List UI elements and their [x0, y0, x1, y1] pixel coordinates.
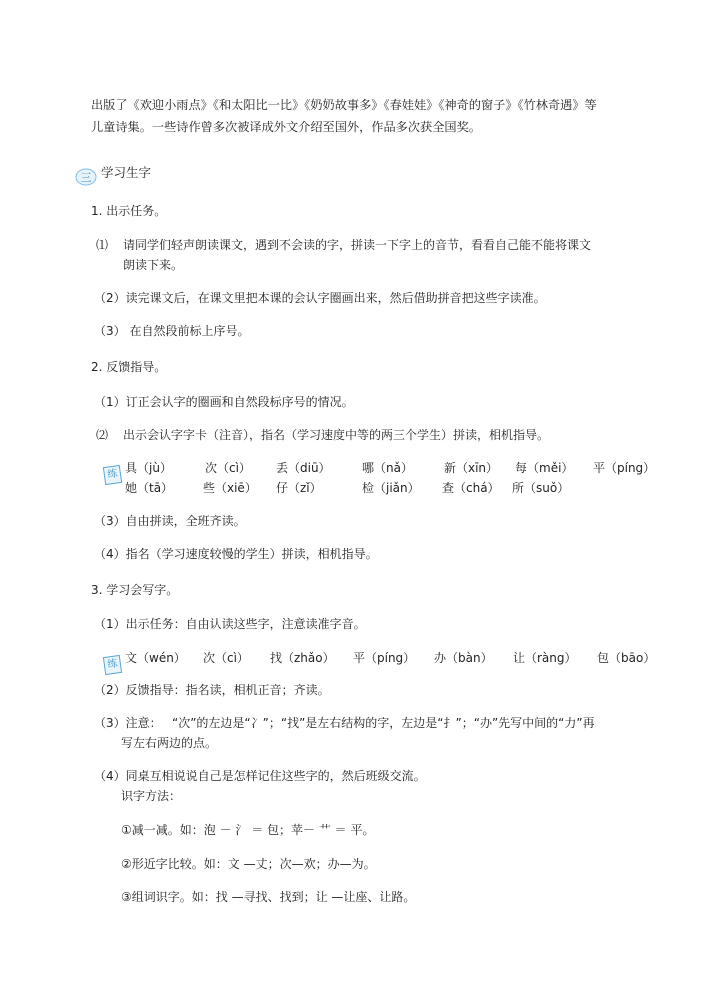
- pinyin-item: 每（měi）: [515, 461, 574, 475]
- step2-item3: （3）自由拼读，全班齐读。: [94, 514, 246, 528]
- pinyin-item: 让（ràng）: [513, 651, 577, 665]
- step1-item1-line1: 请同学们轻声朗读课文，遇到不会读的字，拼读一下字上的音节，看看自己能不能将课文: [123, 238, 592, 252]
- step2-item4: （4）指名（学习速度较慢的学生）拼读，相机指导。: [94, 547, 378, 561]
- pinyin-item: 仔（zǐ）: [276, 481, 322, 495]
- pinyin-item: 文（wén）: [125, 651, 186, 665]
- practice-badge-icon: 练: [103, 655, 122, 675]
- method-1: ①减一减。如：泡 － 氵 ＝ 包；苹－ 艹 ＝ 平。: [121, 823, 375, 837]
- step3-title: 3. 学习会写字。: [91, 583, 179, 597]
- method-3: ③组词识字。如：找 —寻找、找到；让 —让座、让路。: [121, 890, 416, 904]
- section-number: 三: [80, 171, 92, 184]
- method-2: ②形近字比较。如：文 —丈；次—欢；办—为。: [121, 857, 376, 871]
- pinyin-item: 检（jiǎn）: [362, 481, 420, 495]
- pinyin-item: 丢（diū）: [276, 461, 331, 475]
- pinyin-item: 次（cì）: [205, 461, 251, 475]
- step1-item1-line2: 朗读下来。: [123, 258, 184, 272]
- step3-item3-line1: “次”的左边是“冫”；“找”是左右结构的字，左边是“扌”；“办”先写中间的“力”再: [172, 716, 595, 730]
- step1-title: 1. 出示任务。: [91, 204, 167, 218]
- section-number-icon: [75, 168, 97, 186]
- pinyin-item: 些（xiē）: [203, 481, 257, 495]
- step2-item2-marker: ⑵: [96, 428, 109, 442]
- pinyin-item: 办（bàn）: [434, 651, 493, 665]
- step3-item3-label: （3）注意：: [94, 716, 162, 730]
- step1-item1-marker: ⑴: [96, 238, 109, 252]
- step2-item2-text: 出示会认字字卡（注音），指名（学习速度中等的两三个学生）拼读，相机指导。: [123, 428, 550, 442]
- pinyin-item: 找（zhǎo）: [270, 651, 335, 665]
- intro-paragraph: [91, 94, 671, 138]
- step3-item3-line2: 写左右两边的点。: [121, 736, 218, 750]
- intro-line-1: 出版了《欢迎小雨点》《和太阳比一比》《奶奶故事多》《春娃娃》《神奇的窗子》《竹林奇遇》等: [91, 98, 597, 112]
- intro-line-2: 儿童诗集。一些诗作曾多次被译成外文介绍至国外，作品多次获全国奖。: [91, 120, 481, 134]
- pinyin-item: 新（xīn）: [444, 461, 499, 475]
- pinyin-item: 平（píng）: [353, 651, 416, 665]
- step3-item2: （2）反馈指导：指名读，相机正音；齐读。: [94, 683, 330, 697]
- step3-item4: （4）同桌互相说说自己是怎样记住这些字的，然后班级交流。: [94, 769, 426, 783]
- pinyin-item: 具（jù）: [125, 461, 172, 475]
- step2-title: 2. 反馈指导。: [91, 360, 167, 374]
- pinyin-item: 次（cì）: [203, 651, 249, 665]
- pinyin-item: 她（tā）: [125, 481, 174, 495]
- section-title: 学习生字: [101, 165, 152, 180]
- step1-item3: （3） 在自然段前标上序号。: [94, 324, 250, 338]
- pinyin-item: 查（chá）: [442, 481, 500, 495]
- pinyin-item: 平（píng）: [593, 461, 656, 475]
- pinyin-item: 包（bāo）: [597, 651, 656, 665]
- pinyin-item: 哪（nǎ）: [362, 461, 413, 475]
- step1-item2: （2）读完课文后，在课文里把本课的会认字圈画出来，然后借助拼音把这些字读准。: [94, 291, 546, 305]
- practice-badge-icon: 练: [103, 465, 122, 485]
- step2-item1: （1）订正会认字的圈画和自然段标序号的情况。: [94, 395, 354, 409]
- method-title: 识字方法：: [121, 789, 182, 803]
- step3-item1: （1）出示任务：自由认读这些字，注意读准字音。: [94, 617, 366, 631]
- pinyin-item: 所（suǒ）: [512, 481, 570, 495]
